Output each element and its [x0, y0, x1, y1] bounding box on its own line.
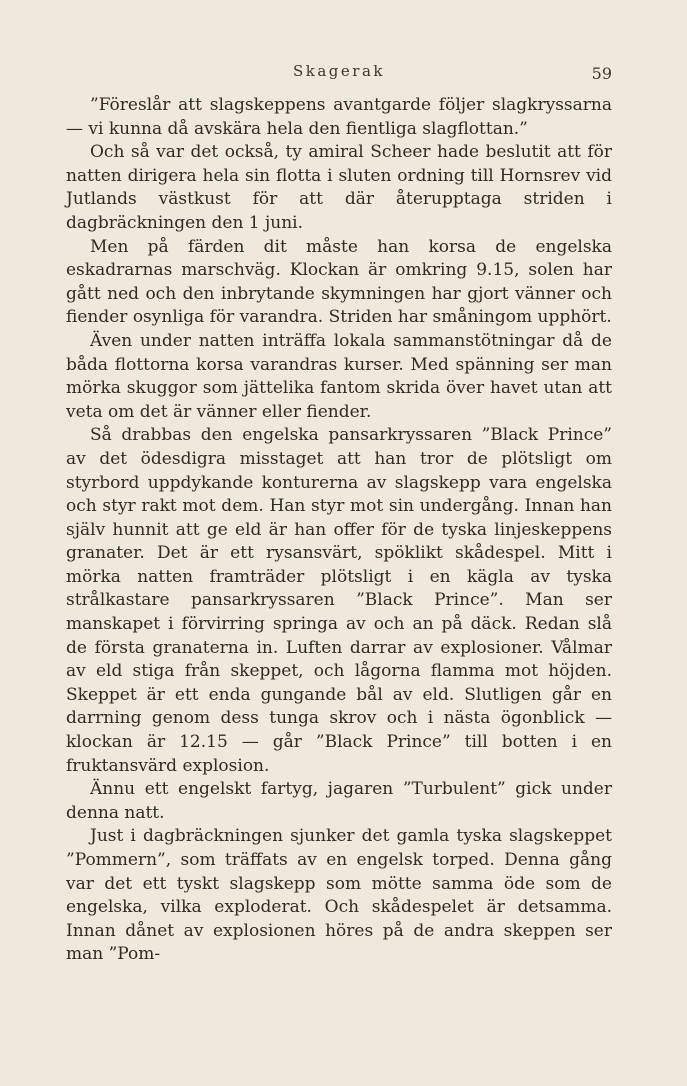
paragraph-5: Så drabbas den engelska pansarkryssaren ”Black Prince” av det ödesdigra misstaget att han tror de plötsligt om styrbord uppdykande konturerna av slagskepp vara engelska och styr rakt mot dem. Han styr mot sin undergång. Innan han själv hunnit att ge eld är han offer för de tyska linjeskeppens granater. Det är ett rysansvärt, spöklikt skådespel. Mitt i mörka natten framträder plötsligt i en kägla av tyska strålkastare pansarkryssaren ”Black Prince”. Man ser manskapet i förvirring springa av och an på däck. Redan slå de första granaterna in. Luften darrar av explosioner. Vålmar av eld stiga från skeppet, och lågorna flamma mot höjden. Skeppet är ett enda gungande bål av eld. Slutligen går en darrning genom dess tunga skrov och i nästa ögonblick — klockan är 12.15 — går ”Black Prince” till botten i en fruktansvärd explosion.: [66, 425, 612, 776]
running-title: Skagerak: [293, 62, 385, 80]
page-header: [66, 62, 612, 86]
body-text: [66, 94, 612, 967]
paragraph-1: ”Föreslår att slagskeppens avantgarde följer slagkryssarna — vi kunna då avskära hela den fientliga slagflottan.”: [66, 95, 612, 139]
paragraph-4: Även under natten inträffa lokala sammanstötningar då de båda flottorna korsa varandras kurser. Med spänning ser man mörka skuggor som jättelika fantom skrida över havet utan att veta om det är vänner eller fiender.: [66, 330, 612, 422]
page-number: 59: [591, 64, 612, 83]
paragraph-2: Och så var det också, ty amiral Scheer hade beslutit att för natten dirigera hela sin flotta i sluten ordning till Hornsrev vid Jutlands västkust för att där återupptaga striden i dagbräckningen den 1 juni.: [66, 142, 612, 233]
paragraph-7: Just i dagbräckningen sjunker det gamla tyska slagskeppet ”Pommern”, som träffats av en engelsk torped. Denna gång var det ett tyskt slagskepp som mötte samma öde som de engelska, vilka exploderat. Och skådespelet är detsamma. Innan dånet av explosionen höres på de andra skeppen ser man ”Pom-: [66, 826, 612, 965]
paragraph-6: Ännu ett engelskt fartyg, jagaren ”Turbulent” gick under denna natt.: [66, 779, 612, 823]
paragraph-3: Men på färden dit måste han korsa de engelska eskadrarnas marschväg. Klockan är omkring 9.15, solen har gått ned och den inbrytande skymningen har gjort vänner och fiender osynliga för varandra. Striden har småningom upphört.: [66, 236, 612, 328]
